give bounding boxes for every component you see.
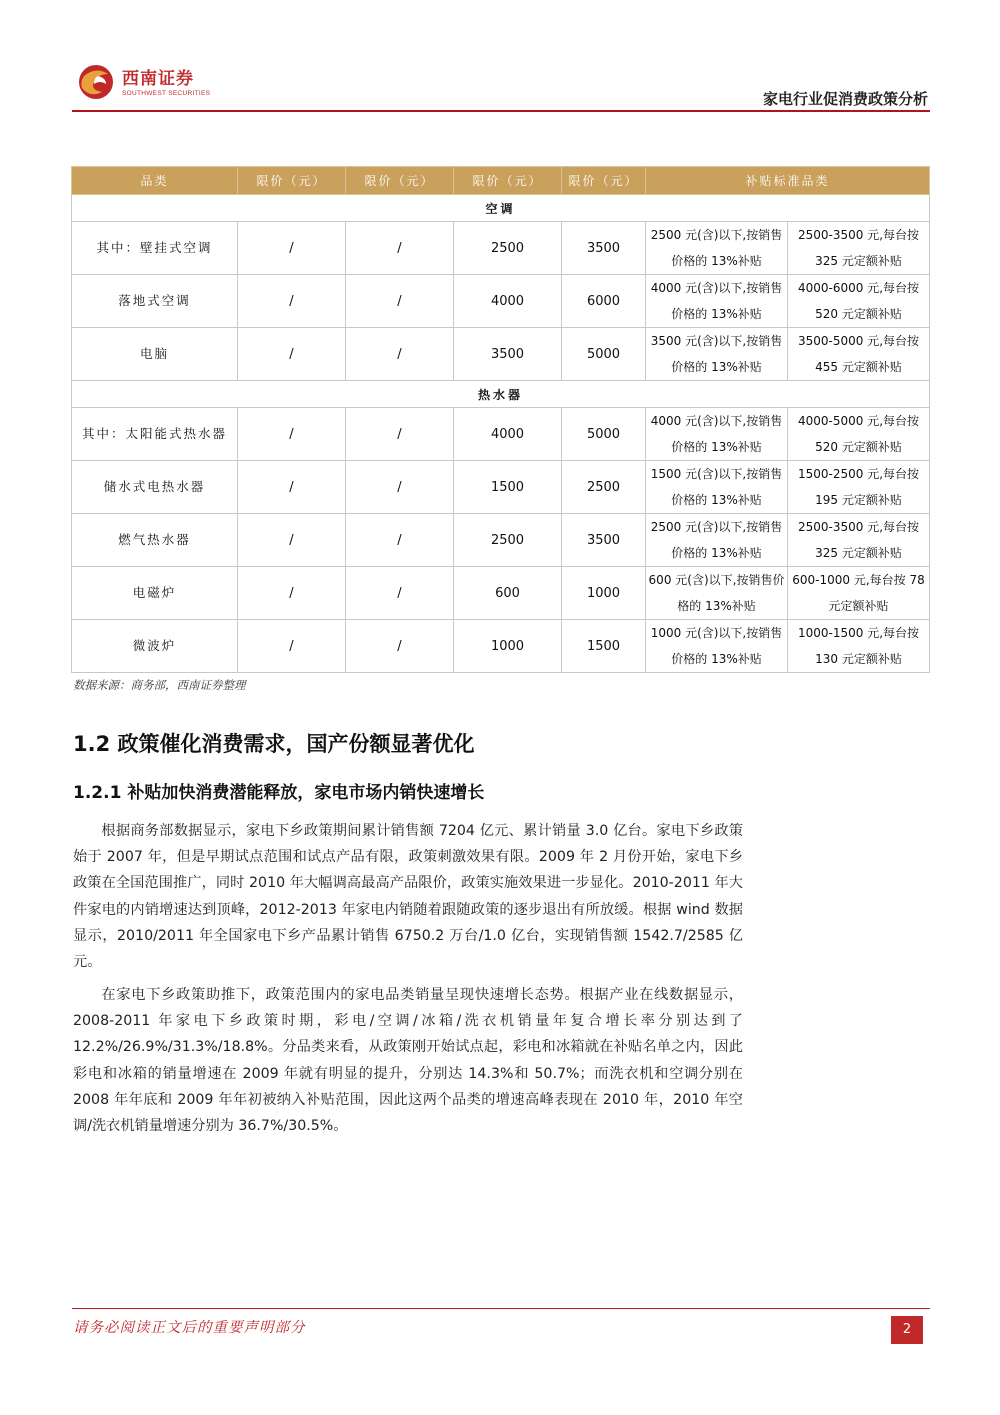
table-cell: 600 [454,567,562,620]
note-cell: 3500 元(含)以下,按销售价格的 13%补贴 [646,328,788,381]
footer-disclaimer: 请务必阅读正文后的重要声明部分 [73,1320,306,1336]
logo-mark-icon [76,62,120,102]
category-cell: 落地式空调 [72,275,238,328]
note-cell: 1000 元(含)以下,按销售价格的 13%补贴 [646,620,788,673]
subsection-heading: 1.2.1 补贴加快消费潜能释放，家电市场内销快速增长 [73,783,485,803]
note-cell: 4000-5000 元,每台按 520 元定额补贴 [788,408,930,461]
category-cell: 燃气热水器 [72,514,238,567]
table-source-note: 数据来源：商务部，西南证券整理 [73,678,246,692]
section-title: 空调 [72,195,930,222]
table-cell: / [238,514,346,567]
note-cell: 1000-1500 元,每台按 130 元定额补贴 [788,620,930,673]
note-cell: 1500 元(含)以下,按销售价格的 13%补贴 [646,461,788,514]
table-cell: 3500 [454,328,562,381]
table-cell: 4000 [454,408,562,461]
table-row [72,408,930,461]
body-paragraph: 根据商务部数据显示，家电下乡政策期间累计销售额 7204 亿元、累计销量 3.0 亿台。家电下乡政策始于 2007 年，但是早期试点范围和试点产品有限，政策刺激效果有限。2009 年 2 月份开始，家电下乡政策在全国范围推广，同时 2010 年大幅调高最高产品限价，政策实施效果进一步显化。2010-2011 年大件家电的内销增速达到顶峰，2012-2013 年家电内销随着跟随政策的逐步退出有所放缓。根据 wind 数据显示，2010/2011 年全国家电下乡产品累计销售 6750.2 万台/1.0 亿台，实现销售额 1542.7/2585 亿元。 [73,823,743,971]
table-cell: 2500 [562,461,646,514]
column-header: 限价（元） [454,167,562,195]
table-row [72,275,930,328]
column-header: 补贴标准品类 [646,167,930,195]
category-cell: 微波炉 [72,620,238,673]
table-cell: / [346,408,454,461]
report-title: 家电行业促消费政策分析 [762,90,928,108]
table-cell: 3500 [562,514,646,567]
column-header: 限价（元） [346,167,454,195]
section-row [72,381,930,408]
category-cell: 储水式电热水器 [72,461,238,514]
table-row [72,567,930,620]
table-cell: / [238,328,346,381]
table-cell: / [346,567,454,620]
table-cell: / [238,275,346,328]
section-row [72,195,930,222]
section-heading: 1.2 政策催化消费需求，国产份额显著优化 [73,732,475,756]
table-cell: / [238,461,346,514]
table-cell: / [238,408,346,461]
table-cell: / [346,275,454,328]
table-cell: 2500 [454,514,562,567]
page-number: 2 [891,1316,923,1344]
note-cell: 2500-3500 元,每台按 325 元定额补贴 [788,514,930,567]
table-row [72,328,930,381]
table-cell: 1500 [454,461,562,514]
note-cell: 2500 元(含)以下,按销售价格的 13%补贴 [646,222,788,275]
table-row [72,222,930,275]
table-cell: 3500 [562,222,646,275]
table-cell: 6000 [562,275,646,328]
category-cell: 电脑 [72,328,238,381]
table-row [72,514,930,567]
table-cell: / [346,514,454,567]
body-paragraph: 在家电下乡政策助推下，政策范围内的家电品类销量呈现快速增长态势。根据产业在线数据显示，2008-2011 年家电下乡政策时期，彩电/空调/冰箱/洗衣机销量年复合增长率分别达到了 12.2%/26.9%/31.3%/18.8%。分品类来看，从政策刚开始试点起，彩电和冰箱就在补贴名单之内，因此彩电和冰箱的销量增速在 2009 年就有明显的提升，分别达 14.3%和 50.7%；而洗衣机和空调分别在 2008 年年底和 2009 年年初被纳入补贴范围，因此这两个品类的增速高峰表现在 2010 年，2010 年空调/洗衣机销量增速分别为 36.7%/30.5%。 [73,987,743,1135]
column-header: 限价（元） [238,167,346,195]
table-cell: / [346,461,454,514]
table-cell: 5000 [562,408,646,461]
category-cell: 其中：太阳能式热水器 [72,408,238,461]
table-row [72,620,930,673]
table-cell: 2500 [454,222,562,275]
section-title: 热水器 [72,381,930,408]
table-cell: 5000 [562,328,646,381]
column-header: 品类 [72,167,238,195]
note-cell: 2500-3500 元,每台按 325 元定额补贴 [788,222,930,275]
table-cell: 1500 [562,620,646,673]
table-cell: / [346,620,454,673]
table-cell: / [238,620,346,673]
footer-divider [72,1308,930,1309]
logo-text: 西南证券 [122,69,194,89]
table-cell: 1000 [454,620,562,673]
subsidy-table [71,166,930,673]
note-cell: 2500 元(含)以下,按销售价格的 13%补贴 [646,514,788,567]
table-cell: 4000 [454,275,562,328]
table-cell: / [346,328,454,381]
column-header: 限价（元） [562,167,646,195]
note-cell: 4000 元(含)以下,按销售价格的 13%补贴 [646,275,788,328]
note-cell: 4000-6000 元,每台按 520 元定额补贴 [788,275,930,328]
subsidy-table-container [71,166,929,673]
logo-subtitle: SOUTHWEST SECURITIES [122,90,211,97]
table-header-row [72,167,930,195]
note-cell: 1500-2500 元,每台按 195 元定额补贴 [788,461,930,514]
header-divider [72,110,930,112]
table-row [72,461,930,514]
note-cell: 3500-5000 元,每台按 455 元定额补贴 [788,328,930,381]
table-cell: / [238,222,346,275]
category-cell: 其中：壁挂式空调 [72,222,238,275]
category-cell: 电磁炉 [72,567,238,620]
note-cell: 4000 元(含)以下,按销售价格的 13%补贴 [646,408,788,461]
table-cell: 1000 [562,567,646,620]
table-cell: / [346,222,454,275]
note-cell: 600 元(含)以下,按销售价格的 13%补贴 [646,567,788,620]
note-cell: 600-1000 元,每台按 78 元定额补贴 [788,567,930,620]
table-cell: / [238,567,346,620]
